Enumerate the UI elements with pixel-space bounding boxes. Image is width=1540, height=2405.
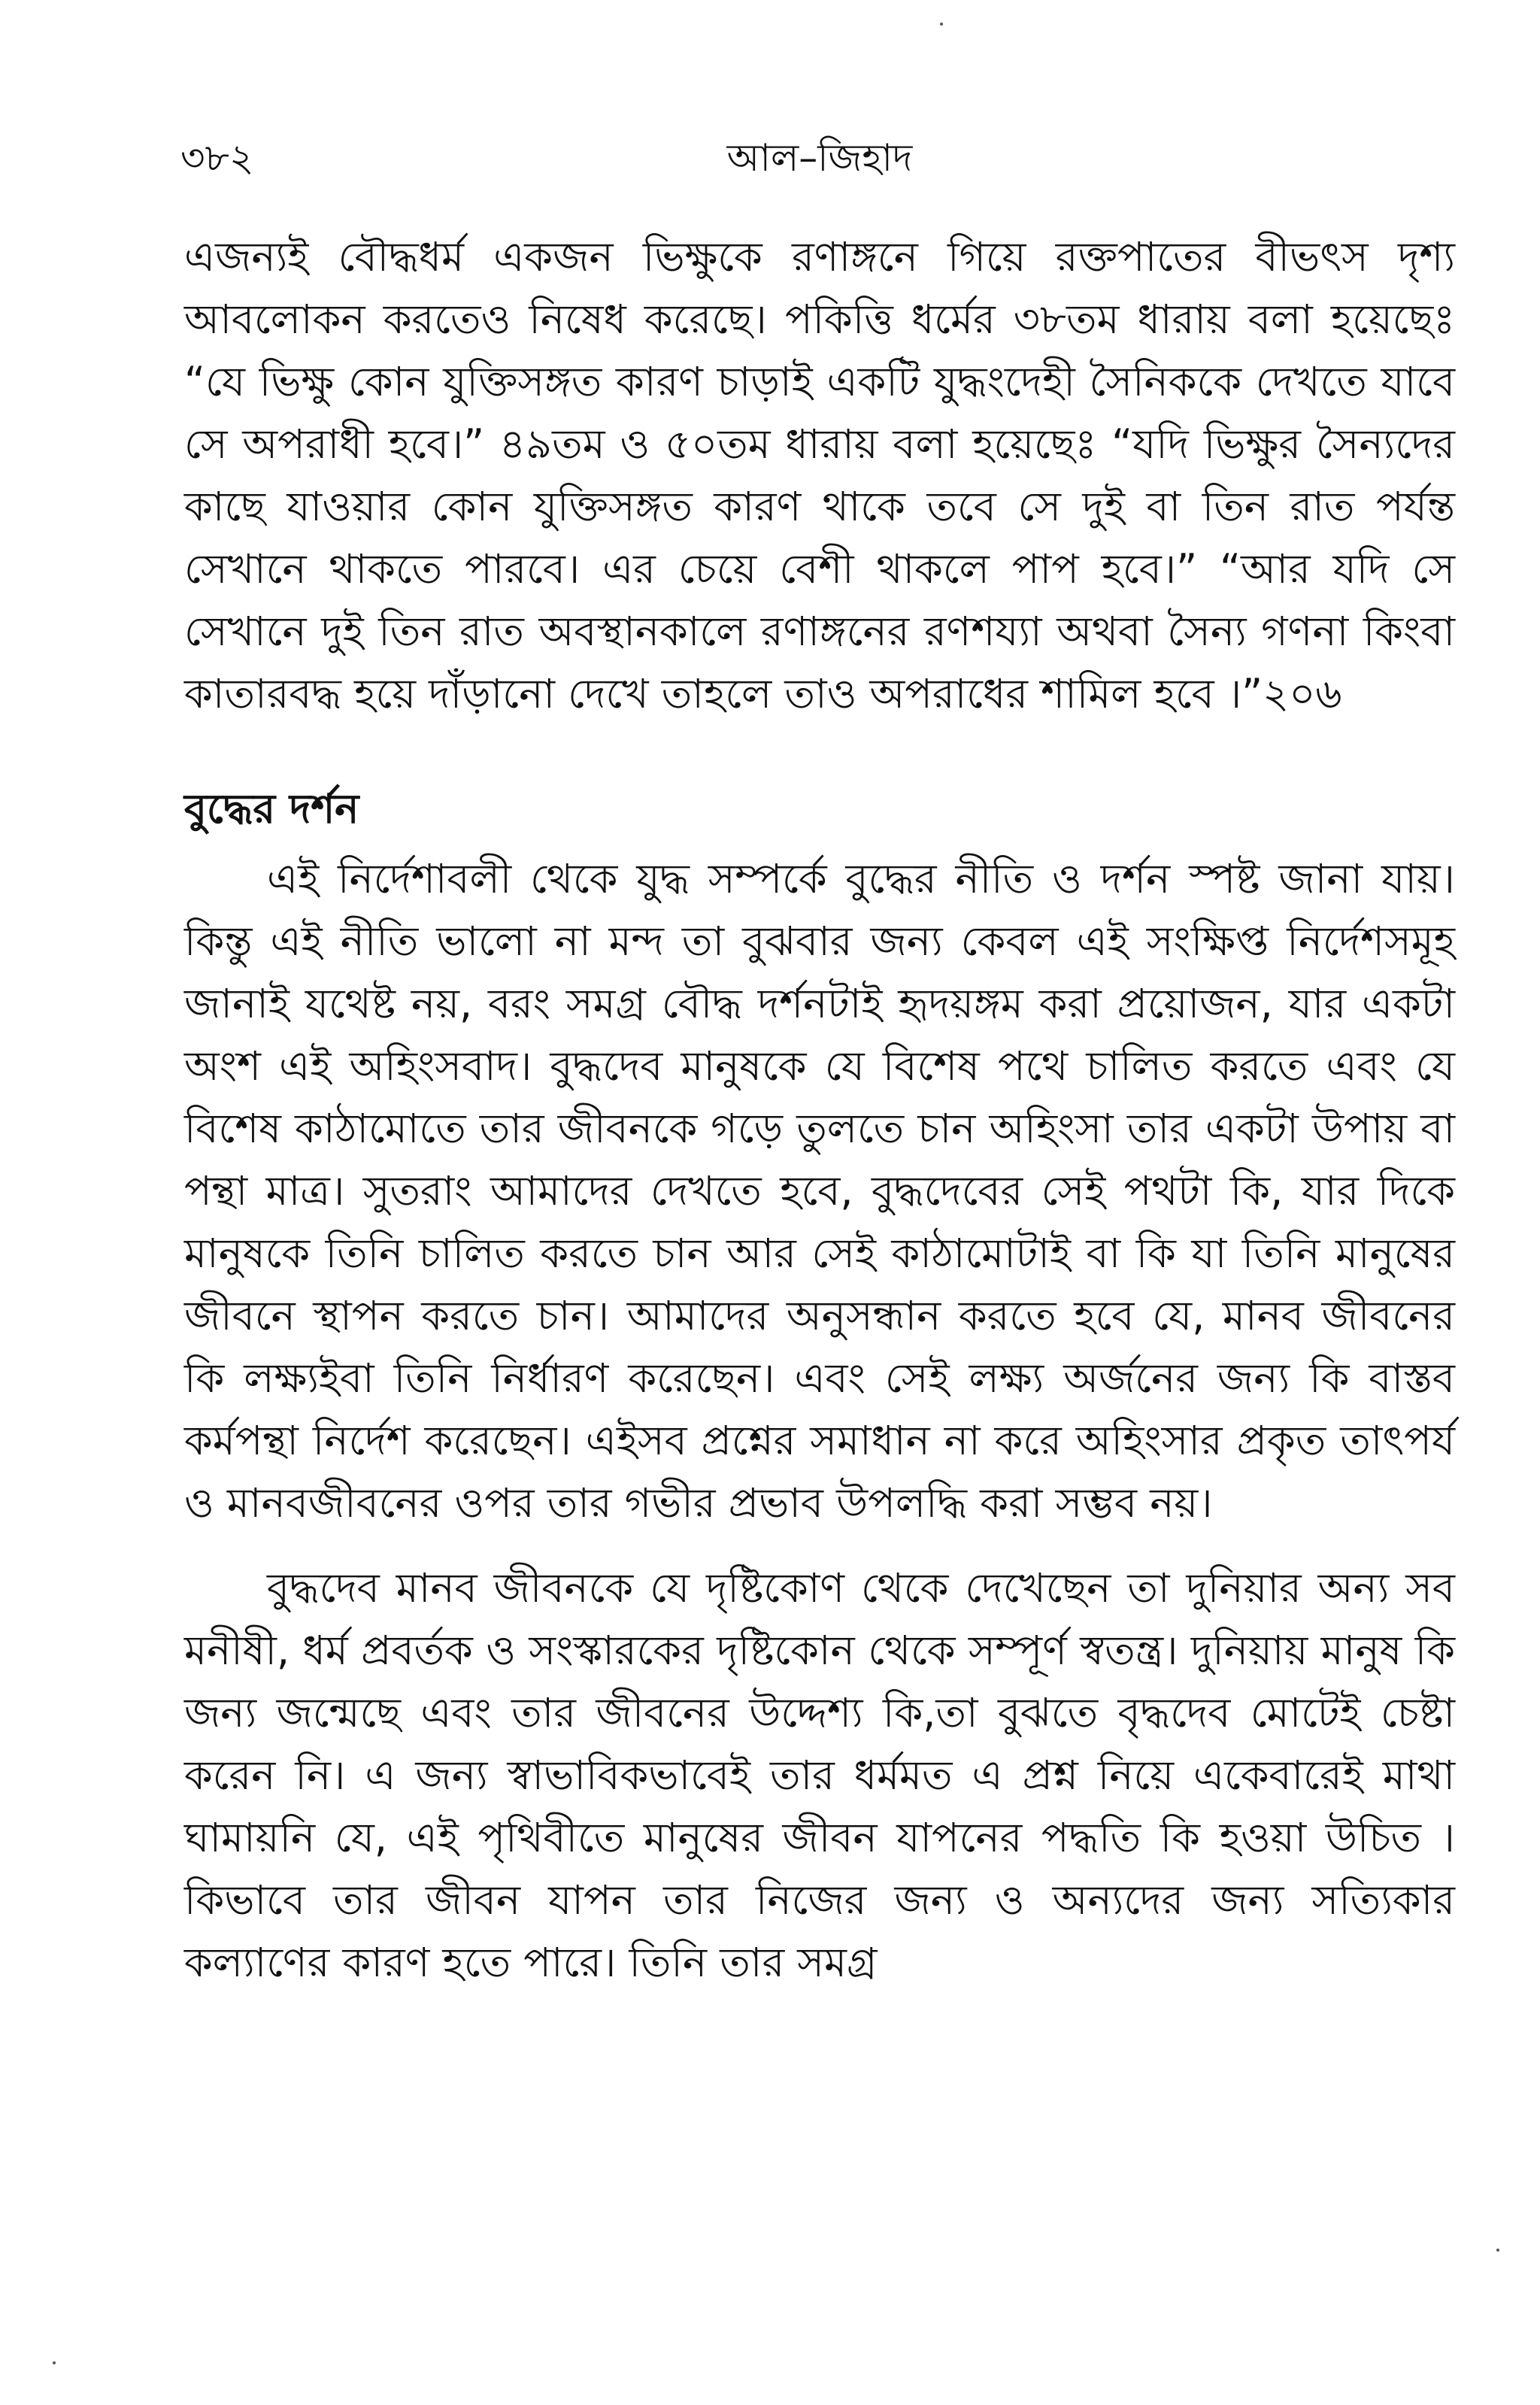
section-heading: বুদ্ধের দর্শন [184,785,359,832]
scan-speck [940,23,943,26]
paragraph-gap [184,1534,1455,1557]
running-title: আল–জিহাদ [726,136,913,180]
paragraph-2: এই নির্দেশাবলী থেকে যুদ্ধ সম্পর্কে বুদ্ধের নীতি ও দর্শন স্পষ্ট জানা যায়। কিন্তু এই নীতি ভালো না মন্দ তা বুঝবার জন্য কেবল এই সংক্ষিপ্ত নির্দেশসমূহ জানাই যথেষ্ট নয়, বরং সমগ্র বৌদ্ধ দর্শনটাই হৃদয়ঙ্গম করা প্রয়োজন, যার একটা অংশ এই অহিংসবাদ। বুদ্ধদেব মানুষকে যে বিশেষ পথে চালিত করতে এবং যে বিশেষ কাঠামোতে তার জীবনকে গড়ে তুলতে চান অহিংসা তার একটা উপায় বা পন্থা মাত্র। সুতরাং আমাদের দেখতে হবে, বুদ্ধদেবের সেই পথটা কি, যার দিকে মানুষকে তিনি চালিত করতে চান আর সেই কাঠামোটাই বা কি যা তিনি মানুষের জীবনে স্থাপন করতে চান। আমাদের অনুসন্ধান করতে হবে যে, মানব জীবনের কি লক্ষ্যইবা তিনি নির্ধারণ করেছেন। এবং সেই লক্ষ্য অর্জনের জন্য কি বাস্তব কর্মপন্থা নির্দেশ করেছেন। এইসব প্রশ্নের সমাধান না করে অহিংসার প্রকৃত তাৎপর্য ও মানবজীবনের ওপর তার গভীর প্রভাব উপলদ্ধি করা সম্ভব নয়। [184,855,1455,1527]
paragraph-3: বুদ্ধদেব মানব জীবনকে যে দৃষ্টিকোণ থেকে দেখেছেন তা দুনিয়ার অন্য সব মনীষী, ধর্ম প্রবর্তক ও সংস্কারকের দৃষ্টিকোন থেকে সম্পূর্ণ স্বতন্ত্র। দুনিয়ায় মানুষ কি জন্য জন্মেছে এবং তার জীবনের উদ্দেশ্য কি,তা বুঝতে বৃদ্ধদেব মোটেই চেষ্টা করেন নি। এ জন্য স্বাভাবিকভাবেই তার ধর্মমত এ প্রশ্ন নিয়ে একেবারেই মাথা ঘামায়নি যে, এই পৃথিবীতে মানুষের জীবন যাপনের পদ্ধতি কি হওয়া উচিত । কিভাবে তার জীবন যাপন তার নিজের জন্য ও অন্যদের জন্য সত্যিকার কল্যাণের কারণ হতে পারে। তিনি তার সমগ্র [184,1564,1455,1986]
scan-speck [1496,2249,1499,2252]
scan-speck [53,2361,56,2364]
page-number: ৩৮২ [180,136,254,180]
page-header [180,128,1459,188]
paragraph-1: এজন্যই বৌদ্ধধর্ম একজন ভিক্ষুকে রণাঙ্গনে গিয়ে রক্তপাতের বীভৎস দৃশ্য আবলোকন করতেও নিষেধ করেছে। পকিত্তি ধর্মের ৩৮তম ধারায় বলা হয়েছেঃ “যে ভিক্ষু কোন যুক্তিসঙ্গত কারণ চাড়াই একটি যুদ্ধংদেহী সৈনিককে দেখতে যাবে সে অপরাধী হবে।” ৪৯তম ও ৫০তম ধারায় বলা হয়েছেঃ “যদি ভিক্ষুর সৈন্যদের কাছে যাওয়ার কোন যুক্তিসঙ্গত কারণ থাকে তবে সে দুই বা তিন রাত পর্যন্ত সেখানে থাকতে পারবে। এর চেয়ে বেশী থাকলে পাপ হবে।” “আর যদি সে সেখানে দুই তিন রাত অবস্থানকালে রণাঙ্গনের রণশয্যা অথবা সৈন্য গণনা কিংবা কাতারবদ্ধ হয়ে দাঁড়ানো দেখে তাহলে তাও অপরাধের শামিল হবে ।”২০৬ [184,233,1455,717]
page-body [184,226,1455,1994]
